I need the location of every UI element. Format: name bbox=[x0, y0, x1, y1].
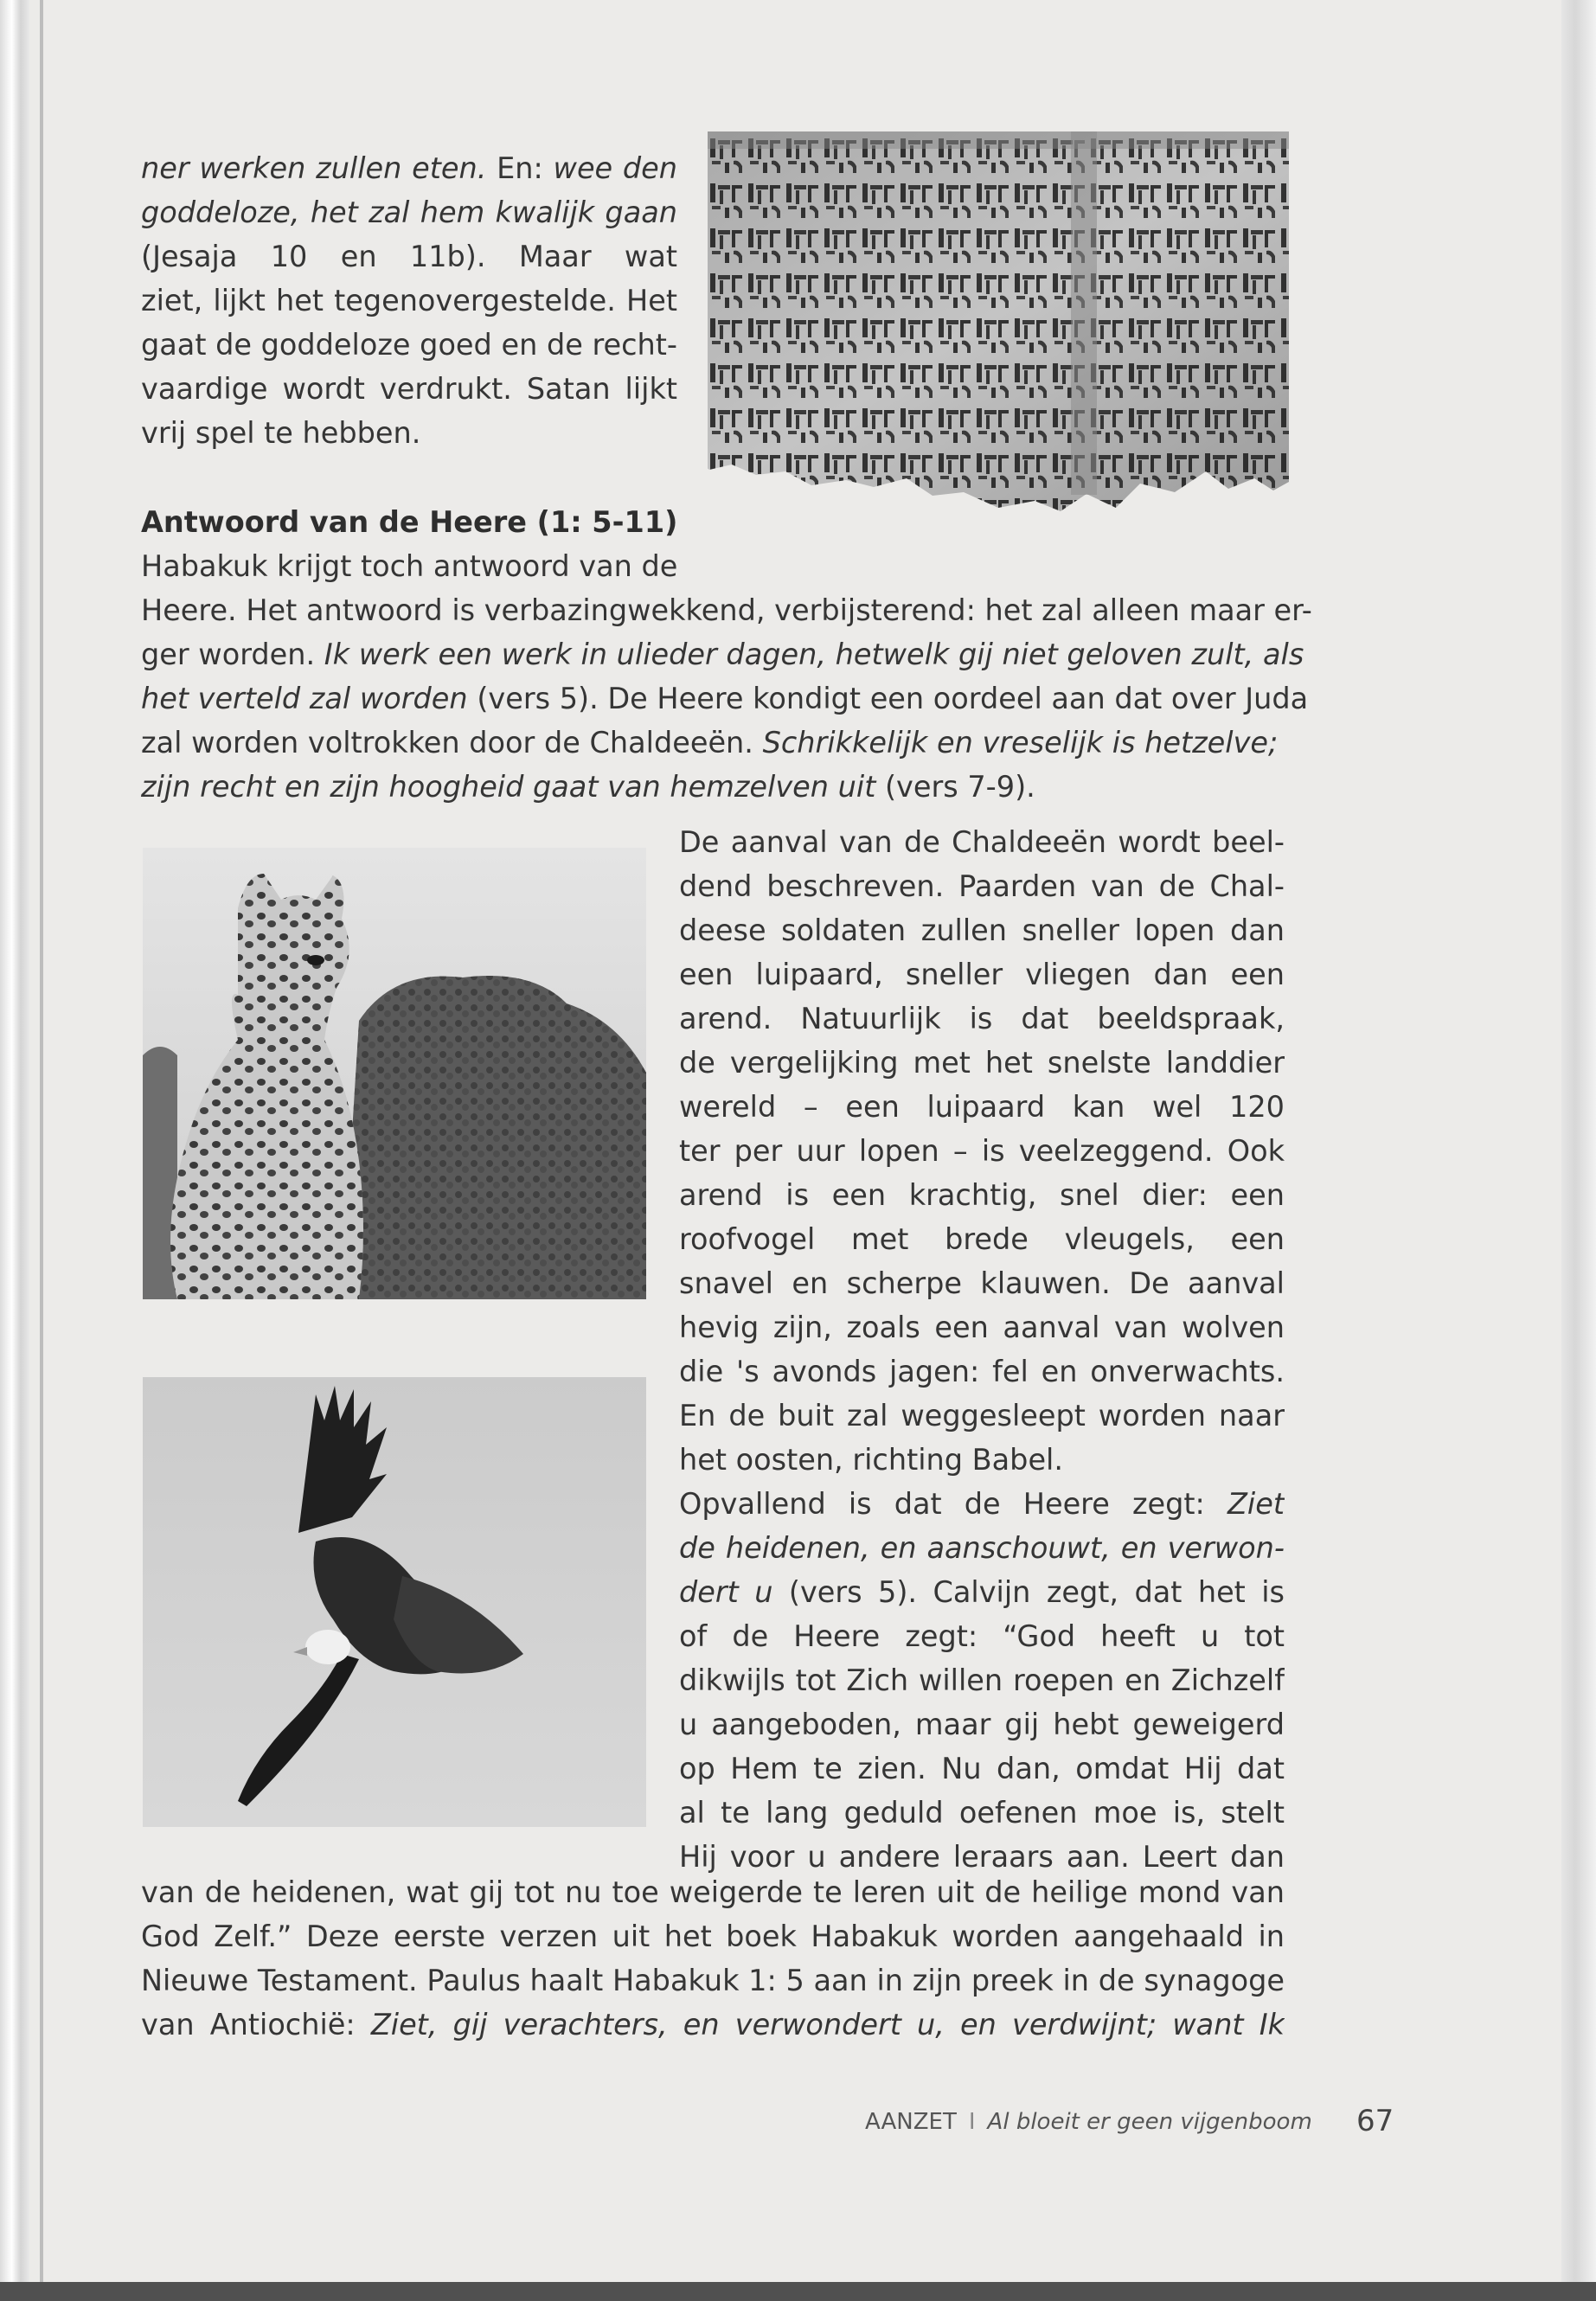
scroll-fragment-image bbox=[708, 131, 1289, 529]
text-line: het oosten, richting Babel. bbox=[679, 1443, 1064, 1477]
text-span: de heidenen, en aanschouwt, en verwon- bbox=[679, 1531, 1285, 1565]
text-line: vrij spel te hebben. bbox=[141, 416, 421, 450]
paragraph-intro bbox=[141, 146, 677, 455]
text-line: hevig zijn, zoals een aanval van wolven bbox=[679, 1311, 1285, 1344]
text-line: snavel en scherpe klauwen. De aanval bbox=[679, 1266, 1285, 1300]
text-line: En de buit zal weggesleept worden naar bbox=[679, 1399, 1285, 1433]
text-span: Ziet bbox=[1227, 1487, 1285, 1521]
text-span: (vers 7-9). bbox=[884, 770, 1035, 804]
text-line: een luipaard, sneller vliegen dan een bbox=[679, 958, 1285, 991]
footer-section: AANZET bbox=[865, 2109, 957, 2135]
book-spine-shadow bbox=[0, 0, 29, 2301]
text-line: op Hem te zien. Nu dan, omdat Hij dat bbox=[679, 1752, 1285, 1785]
page-number: 67 bbox=[1356, 2104, 1394, 2138]
paragraph-calvin bbox=[679, 1482, 1285, 1879]
text-line: (Jesaja 10 en 11b). Maar wat bbox=[141, 240, 677, 273]
text-line: roofvogel met brede vleugels, een bbox=[679, 1222, 1285, 1256]
section-heading: Antwoord van de Heere (1: 5-11) bbox=[141, 505, 678, 539]
text-line: van de heidenen, wat gij tot nu toe weigerde te leren uit de heilige mond van bbox=[141, 1875, 1285, 1909]
text-line: God Zelf.” Deze eerste verzen uit het boek Habakuk worden aangehaald in bbox=[141, 1920, 1285, 1953]
text-line: ziet, lijkt het tegenovergestelde. Het bbox=[141, 284, 677, 317]
page-edge-right bbox=[1561, 0, 1596, 2301]
text-span: Schrikkelijk en vreselijk is hetzelve; bbox=[762, 726, 1279, 760]
text-line: De aanval van de Chaldeeën wordt beel- bbox=[679, 825, 1285, 859]
text-span: En: bbox=[486, 151, 554, 185]
text-line: deese soldaten zullen sneller lopen dan bbox=[679, 913, 1285, 947]
running-footer bbox=[865, 2109, 1393, 2135]
text-span: zal worden voltrokken door de Chaldeeën. bbox=[141, 726, 753, 760]
text-span: wee den bbox=[553, 151, 677, 185]
text-line: al te lang geduld oefenen moe is, stelt bbox=[679, 1796, 1285, 1830]
text-span: (vers 5). Calvijn zegt, dat het is bbox=[788, 1575, 1285, 1609]
text-line: arend. Natuurlijk is dat beeldspraak, bbox=[679, 1002, 1285, 1035]
paragraph-answer bbox=[141, 544, 1312, 809]
text-span: dert u bbox=[679, 1575, 773, 1609]
text-line: Hij voor u andere leraars aan. Leert dan bbox=[679, 1840, 1285, 1874]
text-line: wereld – een luipaard kan wel 120 bbox=[679, 1090, 1285, 1124]
text-line: ner werken zullen eten. bbox=[141, 151, 487, 185]
text-span: van Antiochië: bbox=[141, 2008, 356, 2041]
footer-book-title: Al bloeit er geen vijgenboom bbox=[987, 2109, 1312, 2135]
text-line: Habakuk krijgt toch antwoord van de bbox=[141, 549, 678, 583]
text-line: goddeloze, het zal hem kwalijk gaan bbox=[141, 195, 677, 229]
text-line: vaardige wordt verdrukt. Satan lijkt bbox=[141, 372, 677, 406]
text-span: Ik werk een werk in ulieder dagen, hetwelk gij niet geloven zult, als bbox=[324, 638, 1304, 671]
footer-separator: I bbox=[968, 2109, 976, 2135]
paragraph-bottom bbox=[141, 1870, 1285, 2047]
text-line: u aangeboden, maar gij hebt geweigerd bbox=[679, 1708, 1285, 1741]
text-span: (vers 5). De Heere kondigt een oordeel aan dat over Juda bbox=[477, 682, 1309, 715]
text-line: ter per uur lopen – is veelzeggend. Ook bbox=[679, 1134, 1285, 1168]
eagle-photo bbox=[143, 1377, 646, 1827]
page-edge-bottom bbox=[0, 2282, 1596, 2301]
text-line: Nieuwe Testament. Paulus haalt Habakuk 1: 5 aan in zijn preek in de synagoge bbox=[141, 1964, 1285, 1997]
paragraph-attack bbox=[679, 820, 1285, 1482]
text-span: Ziet, gij verachters, en verwondert u, en verdwijnt; want Ik bbox=[370, 2008, 1285, 2041]
leopard-photo bbox=[143, 848, 646, 1299]
text-line: Heere. Het antwoord is verbazingwekkend, verbijsterend: het zal alleen maar er- bbox=[141, 593, 1312, 627]
text-line: arend is een krachtig, snel dier: een bbox=[679, 1178, 1285, 1212]
text-span: ger worden. bbox=[141, 638, 316, 671]
text-span: het verteld zal worden bbox=[141, 682, 468, 715]
text-line: dend beschreven. Paarden van de Chal- bbox=[679, 869, 1285, 903]
text-span: Opvallend is dat de Heere zegt: bbox=[679, 1487, 1205, 1521]
text-span: zijn recht en zijn hoogheid gaat van hemzelven uit bbox=[141, 770, 876, 804]
text-line: die 's avonds jagen: fel en onverwachts. bbox=[679, 1355, 1285, 1388]
text-line: de vergelijking met het snelste landdier bbox=[679, 1046, 1285, 1080]
text-line: of de Heere zegt: “God heeft u tot bbox=[679, 1619, 1285, 1653]
text-line: dikwijls tot Zich willen roepen en Zichzelf bbox=[679, 1663, 1285, 1697]
page-gutter-line bbox=[40, 0, 43, 2301]
text-line: gaat de goddeloze goed en de recht- bbox=[141, 328, 677, 362]
